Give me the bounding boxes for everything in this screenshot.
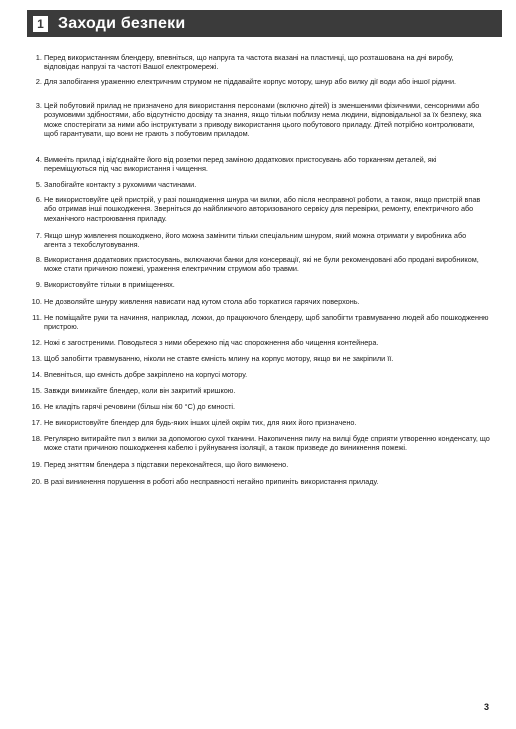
item-text: Завжди вимикайте блендер, коли він закритий кришкою. xyxy=(44,386,236,395)
item-text: Запобігайте контакту з рухомими частинами. xyxy=(44,180,197,189)
item-number: 13. xyxy=(31,354,42,363)
item-number: 6. xyxy=(35,195,42,204)
list-item xyxy=(30,434,490,453)
list-item xyxy=(30,386,490,395)
item-text: Щоб запобігти травмуванню, ніколи не ставте ємність млину на корпус мотору, якщо ви не закріпили її. xyxy=(44,354,394,363)
item-text: Ножі є загостреними. Поводьтеся з ними обережно під час спорожнення або чищення контейнера. xyxy=(44,338,379,347)
item-number: 15. xyxy=(31,386,42,395)
item-text: Вимкніть прилад і від'єднайте його від розетки перед заміною додаткових пристосувань або торканням деталей, які переміщуються під час використання і чищення. xyxy=(44,155,437,174)
item-text: Впевніться, що ємність добре закріплено на корпусі мотору. xyxy=(44,370,248,379)
item-number: 19. xyxy=(31,460,42,469)
item-text: Використовуйте тільки в приміщеннях. xyxy=(44,280,175,289)
item-text: Регулярно витирайте пил з вилки за допомогою сухої тканини. Накопичення пилу на вилці буде сприяти утворенню конденсату, що може стати причиною пошкодження кабелю і руйнування ізоляції, а також призведе до виникнення пожежі. xyxy=(44,434,490,453)
list-item xyxy=(30,418,490,427)
item-text: Якщо шнур живлення пошкоджено, його можна замінити тільки спеціальним шнуром, який можна отримати у виробника або агента з техобслуговування. xyxy=(44,231,467,250)
section-number: 1 xyxy=(33,16,48,32)
item-text: Не використовуйте цей пристрій, у разі пошкодження шнура чи вилки, або після несправної роботи, а також, якщо пристрій впав або отримав інші пошкодження. Зверніться до найближчого авторизованого сервісу для перевірки, ремонту, електричного або механічного настроювання приладу. xyxy=(44,195,481,223)
item-text: Перед зняттям блендера з підставки переконайтеся, що його вимкнено. xyxy=(44,460,289,469)
item-text: Не використовуйте блендер для будь-яких інших цілей окрім тих, для яких його призначено. xyxy=(44,418,357,427)
list-item xyxy=(30,297,490,306)
page-number: 3 xyxy=(483,702,489,712)
item-number: 17. xyxy=(31,418,42,427)
item-text: В разі виникнення порушення в роботі або несправності негайно припиніть використання приладу. xyxy=(44,477,379,486)
item-number: 16. xyxy=(31,402,42,411)
item-text: Цей побутовий прилад не призначено для використання персонами (включно дітей) із зменшеними фізичними, сенсорними або розумовими здібностями, або відсутністю досвіду та знання, якщо тільки поблизу нема людини, відповідальної за їх безпеку, яка може спостерігати за ними або інструктувати з приводу використання цього побутового приладу. Дітей потрібно контролювати, щоб гарантувати, що вони не грають з побутовим приладом. xyxy=(44,101,482,138)
section-title: Заходи безпеки xyxy=(58,14,186,32)
item-text: Не кладіть гарячі речовини (більш ніж 60 °C) до ємності. xyxy=(44,402,236,411)
list-item xyxy=(30,460,490,469)
item-number: 18. xyxy=(31,434,42,443)
list-item xyxy=(30,53,490,72)
list-item xyxy=(30,155,490,174)
item-number: 7. xyxy=(35,231,42,240)
item-number: 5. xyxy=(35,180,42,189)
item-number: 2. xyxy=(35,77,42,86)
list-item xyxy=(30,231,490,250)
item-number: 12. xyxy=(31,338,42,347)
list-item xyxy=(30,354,490,363)
list-item xyxy=(30,255,490,274)
item-number: 9. xyxy=(35,280,42,289)
item-text: Не дозволяйте шнуру живлення нависати над кутом стола або торкатися гарячих поверхонь. xyxy=(44,297,360,306)
item-number: 8. xyxy=(35,255,42,264)
item-number: 11. xyxy=(32,313,42,322)
list-item xyxy=(30,477,490,486)
item-number: 20. xyxy=(31,477,42,486)
list-item xyxy=(30,313,490,332)
section-header xyxy=(27,10,502,37)
list-item xyxy=(30,180,490,189)
list-item xyxy=(30,101,490,138)
item-number: 1. xyxy=(35,53,42,62)
list-item xyxy=(30,370,490,379)
item-text: Використання додаткових пристосувань, включаючи банки для консервації, які не були рекомендовані або продані виробником, може стати причиною пожежі, ураження електричним струмом або травми. xyxy=(44,255,479,274)
item-text: Не поміщайте руки та начиння, наприклад, ложки, до працюючого блендеру, щоб запобігти травмуванню людей або пошкодженню пристрою. xyxy=(44,313,489,332)
list-item xyxy=(30,195,490,223)
list-item xyxy=(30,338,490,347)
list-item xyxy=(30,402,490,411)
list-item xyxy=(30,280,490,289)
item-text: Для запобігання ураженню електричним струмом не піддавайте корпус мотору, шнур або вилку дії води або іншої рідини. xyxy=(44,77,457,86)
item-number: 3. xyxy=(35,101,42,110)
list-item xyxy=(30,77,490,86)
item-number: 14. xyxy=(31,370,42,379)
item-number: 4. xyxy=(35,155,42,164)
item-number: 10. xyxy=(31,297,42,306)
item-text: Перед використанням блендеру, впевніться, що напруга та частота вказані на пластинці, що розташована на дні виробу, відповідає напрузі та частоті Вашої електромережі. xyxy=(44,53,454,72)
